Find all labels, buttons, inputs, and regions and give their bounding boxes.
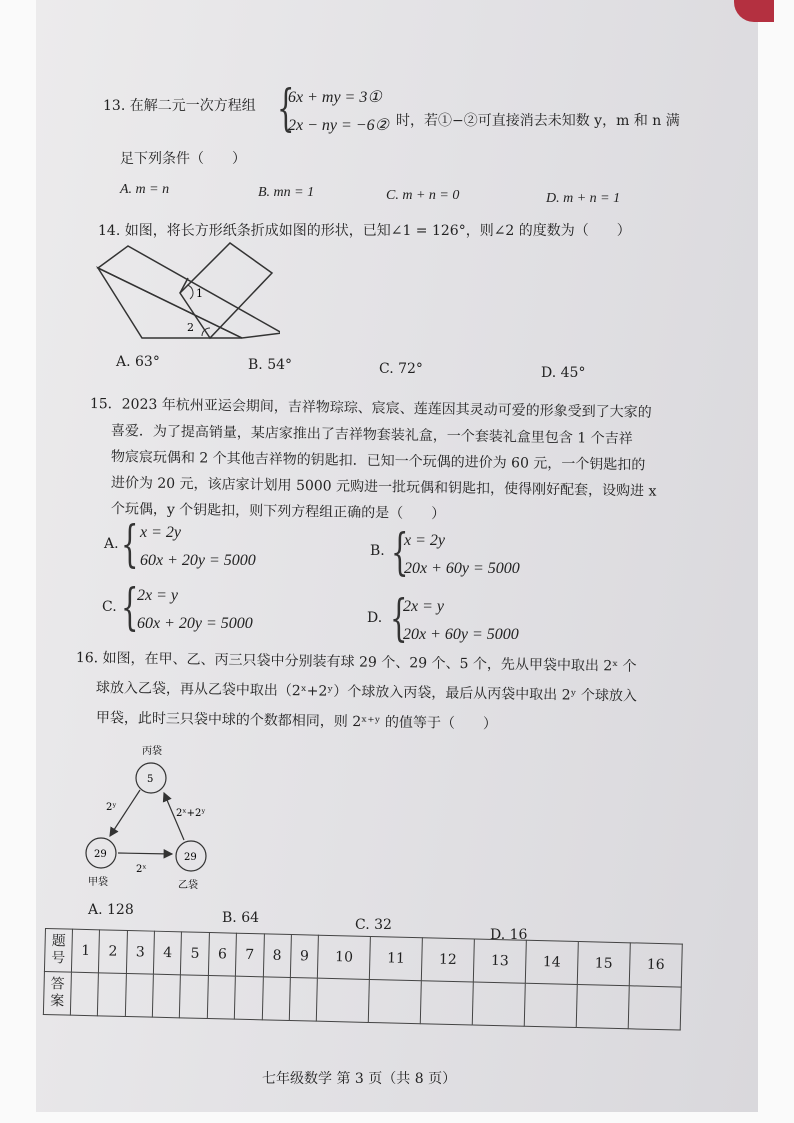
q13-lead: 13. 在解二元一次方程组 — [103, 98, 256, 114]
q16-option-b: B. 64 — [222, 910, 260, 926]
question-number-cell: 15 — [577, 942, 630, 986]
answer-cell[interactable] — [576, 985, 629, 1029]
answer-cell[interactable] — [234, 976, 262, 1020]
arrow-jia-to-yi — [118, 853, 172, 854]
answer-cell[interactable] — [524, 983, 577, 1027]
q15-option-a-eq1: x = 2y — [140, 524, 181, 541]
question-number-cell: 10 — [318, 935, 371, 979]
q15-option-b-eq2: 20x + 60y = 5000 — [404, 560, 520, 577]
q13-tail: 时，若①−②可直接消去未知数 y，m 和 n 满 — [396, 113, 680, 129]
q15-line-2: 喜爱．为了提高销量，某店家推出了吉祥物套装礼盒，一个套装礼盒里包含 1 个吉祥 — [110, 423, 633, 448]
q15-option-d-eq1: 2x = y — [403, 598, 444, 615]
answer-cell[interactable] — [628, 986, 681, 1030]
question-number-cell: 16 — [629, 943, 682, 987]
yi-bag-count: 29 — [184, 852, 197, 863]
question-number-cell: 4 — [153, 931, 181, 975]
q13-option-b: B. mn = 1 — [258, 185, 315, 200]
answer-cell[interactable] — [70, 972, 98, 1016]
q15-line-1: 15．2023 年杭州亚运会期间，吉祥物琮琮、宸宸、莲莲因其灵动可爱的形象受到了大家的 — [89, 396, 652, 421]
q13-system — [288, 84, 389, 140]
question-number-cell: 1 — [71, 929, 99, 973]
q14-option-a: A. 63° — [116, 354, 160, 370]
q15-option-a-system — [140, 519, 256, 575]
answer-row-header: 答案 — [43, 971, 71, 1015]
q15-option-c-system — [137, 582, 253, 638]
yi-bag-label: 乙袋 — [178, 880, 198, 891]
bing-bag-count: 5 — [147, 774, 154, 785]
q15-option-a-label: A. — [104, 536, 119, 552]
q15-option-d-label: D. — [367, 610, 383, 626]
q14-option-b: B. 54° — [248, 357, 293, 373]
q16-option-d: D. 16 — [490, 927, 528, 943]
q15-option-b-system — [404, 527, 520, 583]
arrow-jia-to-yi-label: 2ˣ — [136, 864, 147, 875]
q13-eq2: 2x − ny = −6② — [288, 117, 389, 134]
question-number-cell: 12 — [421, 938, 474, 982]
question-number-cell: 9 — [290, 935, 318, 979]
q15-option-c-eq2: 60x + 20y = 5000 — [137, 615, 253, 632]
arrow-bing-to-jia — [110, 790, 140, 836]
q15-option-c-eq1: 2x = y — [137, 587, 178, 604]
q13-eq1: 6x + my = 3① — [288, 89, 382, 106]
q13-line2: 足下列条件（ ） — [120, 151, 246, 167]
question-number-cell: 2 — [99, 930, 127, 974]
question-number-cell: 5 — [181, 932, 209, 976]
question-number-cell: 7 — [236, 933, 264, 977]
answer-cell[interactable] — [289, 978, 317, 1022]
question-number-cell: 13 — [473, 939, 526, 983]
q15-option-a-eq2: 60x + 20y = 5000 — [140, 552, 256, 569]
q15-line-4: 进价为 20 元，该店家计划用 5000 元购进一批玩偶和钥匙扣，使得刚好配套，设购进 x — [110, 475, 657, 500]
q15-option-c-brace: { — [121, 578, 139, 636]
question-number-cell: 11 — [370, 936, 423, 980]
arrow-yi-to-bing-label: 2ˣ+2ʸ — [176, 808, 206, 819]
q16-option-a: A. 128 — [88, 902, 134, 918]
q15-option-b-brace: { — [391, 523, 409, 581]
q13-option-d: D. m + n = 1 — [546, 191, 621, 206]
q14-option-c: C. 72° — [379, 361, 423, 377]
q15-option-d-brace: { — [390, 589, 408, 647]
answer-cell[interactable] — [368, 979, 421, 1023]
answer-table — [43, 928, 683, 1031]
question-number-cell: 8 — [263, 934, 291, 978]
answer-cell[interactable] — [125, 973, 153, 1017]
q15-option-b-eq1: x = 2y — [404, 532, 445, 549]
question-number-cell: 6 — [208, 933, 236, 977]
question-number-cell: 3 — [126, 931, 154, 975]
angle-1-label: 1 — [196, 287, 203, 300]
question-number-cell: 14 — [525, 940, 578, 984]
q14-folded-strip-figure — [90, 238, 280, 344]
q16-option-c: C. 32 — [355, 917, 392, 933]
answer-cell[interactable] — [317, 978, 370, 1022]
q15-option-a-brace: { — [121, 515, 139, 573]
number-row-header: 题号 — [44, 929, 72, 973]
answer-cell[interactable] — [207, 976, 235, 1020]
q14-text: 14. 如图，将长方形纸条折成如图的形状，已知∠1 = 126°，则∠2 的度数为（ ） — [98, 223, 631, 239]
q16-line-1: 16. 如图，在甲、乙、丙三只袋中分别装有球 29 个、29 个、5 个，先从甲袋中取出 2ˣ 个 — [75, 650, 637, 675]
q15-line-3: 物宸宸玩偶和 2 个其他吉祥物的钥匙扣．已知一个玩偶的进价为 60 元，一个钥匙扣的 — [110, 449, 646, 474]
q13-brace: { — [277, 79, 295, 137]
q16-line-3: 甲袋，此时三只袋中球的个数都相同，则 2ˣ⁺ʸ 的值等于（ ） — [95, 710, 498, 733]
q16-line-2: 球放入乙袋，再从乙袋中取出（2ˣ+2ʸ）个球放入丙袋，最后从丙袋中取出 2ʸ 个球放入 — [95, 680, 638, 705]
q15-option-b-label: B. — [370, 543, 385, 559]
arrow-bing-to-jia-label: 2ʸ — [106, 802, 117, 813]
jia-bag-label: 甲袋 — [88, 877, 108, 888]
q15-option-c-label: C. — [102, 599, 117, 615]
page-footer: 七年级数学 第 3 页（共 8 页） — [262, 1071, 457, 1087]
q14-option-d: D. 45° — [541, 365, 586, 381]
answer-cell[interactable] — [98, 973, 126, 1017]
answer-cell[interactable] — [152, 974, 180, 1018]
answer-cell[interactable] — [472, 982, 525, 1026]
q15-option-d-eq2: 20x + 60y = 5000 — [403, 626, 519, 643]
q13-option-a: A. m = n — [120, 182, 170, 197]
answer-cell[interactable] — [420, 981, 473, 1025]
bing-bag-label: 丙袋 — [142, 746, 162, 757]
q16-bag-diagram — [78, 740, 228, 895]
q15-line-5: 个玩偶，y 个钥匙扣，则下列方程组正确的是（ ） — [110, 501, 446, 523]
q13-option-c: C. m + n = 0 — [386, 188, 460, 203]
answer-cell[interactable] — [262, 977, 290, 1021]
q15-option-d-system — [403, 593, 519, 649]
answer-cell[interactable] — [180, 975, 208, 1019]
angle-1-arc — [187, 285, 193, 299]
jia-bag-count: 29 — [94, 849, 107, 860]
angle-2-label: 2 — [187, 321, 194, 334]
